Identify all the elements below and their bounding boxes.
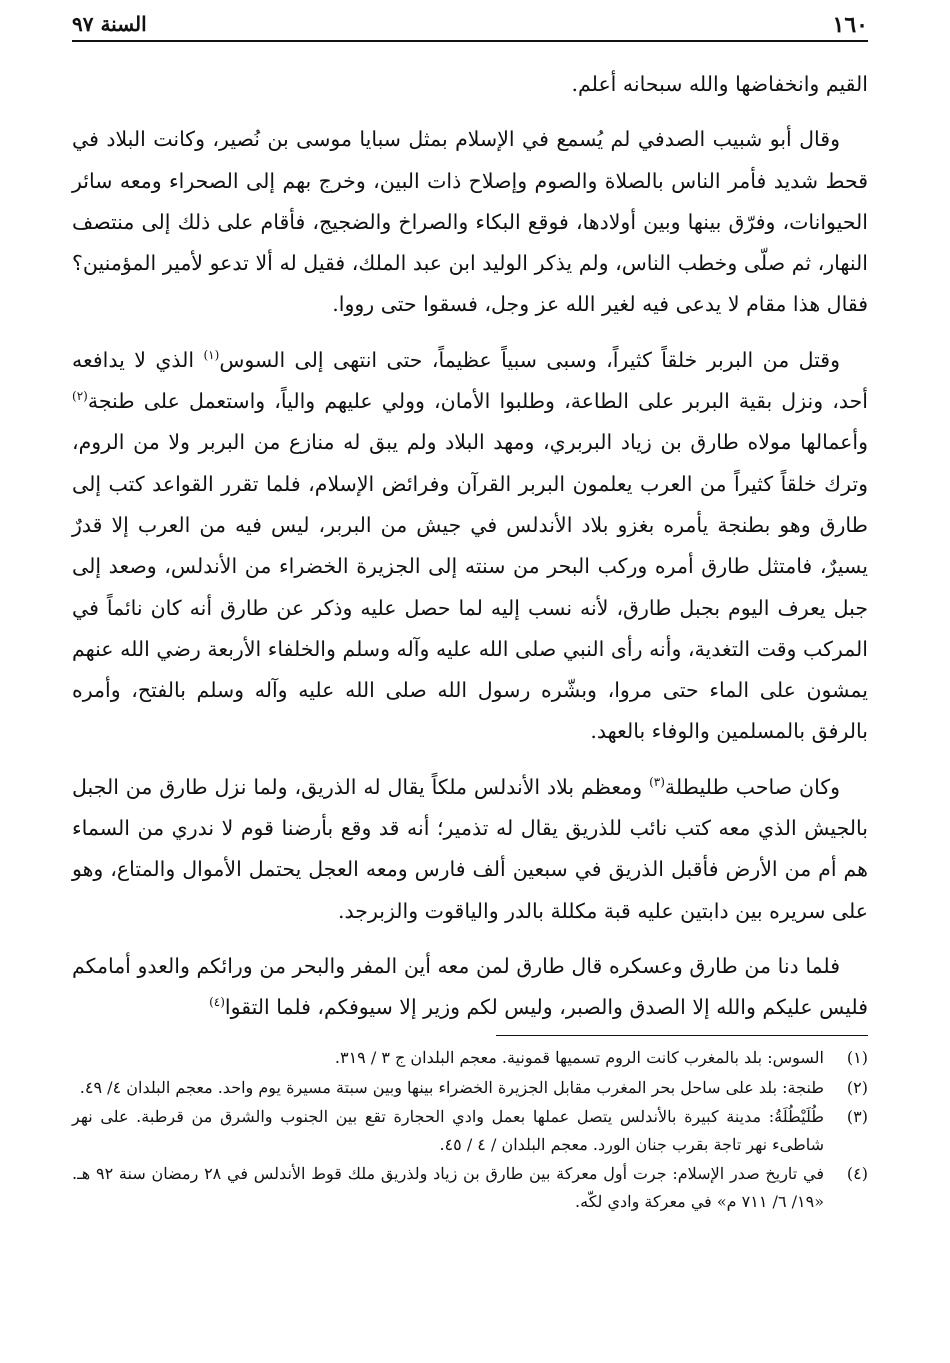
paragraph-text: وأعمالها مولاه طارق بن زياد البربري، ومهد البلاد ولم يبق له منازع من البربر ولا من الروم، وترك خلقاً كثيراً من العرب يعلمون البربر القرآن وفرائض الإسلام، فلما تقرر القواعد كتب إلى طارق وهو بطنجة يأمره بغزو بلاد الأندلس في جيش من البربر، ليس فيه من العرب إلا قدرٌ يسيرٌ، فامتثل طارق أمره وركب البحر من سنته إلى الجزيرة الخضراء من الأندلس، وصعد إلى جبل يعرف اليوم بجبل طارق، لأنه نسب إليه لما حصل عليه وذكر عن طارق أنه كان نائماً في المركب وقت التغدية، وأنه رأى النبي صلى الله عليه وآله وسلم والخلفاء الأربعة رضي الله عنهم يمشون على الماء حتى مروا، وبشّره رسول الله صلى الله عليه وآله وسلم بالفتح، وأمره بالرفق بالمسلمين والوفاء بالعهد. [72,430,868,744]
footnote-2 [72,1074,868,1102]
footnote-1 [72,1044,868,1072]
paragraph-text: وقال أبو شبيب الصدفي لم يُسمع في الإسلام بمثل سبايا موسى بن نُصير، وكانت البلاد في قحط شديد فأمر الناس بالصلاة والصوم وإصلاح ذات البين، وخرج بهم إلى الصحراء ومعه سائر الحيوانات، وفرّق بينها وبين أولادها، فوقع البكاء والصراخ والضجيج، فأقام على ذلك إلى منتصف النهار، ثم صلّى وخطب الناس، ولم يذكر الوليد ابن عبد الملك، فقيل له ألا تدعو لأمير المؤمنين؟ فقال هذا مقام لا يدعى فيه لغير الله عز وجل، فسقوا حتى رووا. [72,127,868,317]
running-head-year: السنة ٩٧ [72,12,147,36]
footnote-text: طنجة: بلد على ساحل بحر المغرب مقابل الجزيرة الخضراء بينها وبين سبتة مسيرة يوم واحد. معجم البلدان ٤/ ٤٩. [79,1077,824,1097]
footnotes [72,1044,868,1217]
footnote-number: (٢) [846,1077,868,1097]
paragraph-text: القيم وانخفاضها والله سبحانه أعلم. [571,72,868,96]
paragraph-text: وكان صاحب طليطلة [664,774,840,799]
page-header [72,6,868,42]
page-number: ١٦٠ [832,12,868,38]
paragraph-text: فلما دنا من طارق وعسكره قال طارق لمن معه أين المفر والبحر من ورائكم والعدو أمامكم فليس عليكم والله إلا الصدق والصبر، وليس لكم وزير إلا سيوفكم، فلما التقوا [72,953,868,1020]
paragraph-text: وقتل من البربر خلقاً كثيراً، وسبى سبياً عظيماً، حتى انتهى إلى السوس [219,347,840,372]
footnote-divider [496,1035,868,1036]
footnote-3 [72,1103,868,1158]
footnote-text: في تاريخ صدر الإسلام: جرت أول معركة بين طارق بن زياد ولذريق ملك قوط الأندلس في ٢٨ رمضان سنة ٩٢ هـ. «١٩/ ٦/ ٧١١ م» في معركة وادي لكّه. [72,1164,825,1211]
footnote-text: طُلَيْطُلَةُ: مدينة كبيرة بالأندلس يتصل عملها بعمل وادي الحجارة تقع بين الجنوب والشرق من قرطبة. على نهر شاطىء نهر تاجة بقرب جنان الورد. معجم البلدان / ٤ / ٤٥. [72,1107,824,1154]
paragraph-4 [72,767,868,932]
footnote-number: (٣) [846,1107,868,1126]
footnote-ref-2[interactable]: (٢) [72,389,88,404]
footnote-ref-1[interactable]: (١) [203,347,220,362]
paragraph-1 [72,64,868,105]
footnote-ref-3[interactable]: (٣) [649,774,665,789]
paragraph-3 [72,340,868,753]
paragraph-text: ومعظم بلاد الأندلس ملكاً يقال له الذريق، ولما نزل طارق من الجبل بالجيش الذي معه كتب نائب للذريق يقال له تذمير؛ أنه قد وقع بأرضنا قوم لا ندري من السماء هم أم من الأرض فأقبل الذريق في سبعين ألف فارس ومعه العجل يحتمل الأموال والمتاع، وهو على سريره بين دابتين عليه قبة مكللة بالدر والياقوت والزبرجد. [72,774,868,923]
footnote-number: (١) [846,1048,868,1067]
footnote-text: السوس: بلد بالمغرب كانت الروم تسميها قمونية. معجم البلدان ج ٣ / ٣١٩. [334,1048,824,1067]
footnote-ref-4[interactable]: (٤) [209,995,225,1010]
paragraph-2 [72,119,868,325]
footnote-number: (٤) [846,1164,868,1183]
main-text [72,64,868,1043]
paragraph-5 [72,946,868,1029]
paragraph-text: الذي لا يدافعه أحد، ونزل بقية البربر على الطاعة، وطلبوا الأمان، وولي عليهم والياً، واستعمل على طنجة [72,347,868,414]
footnote-4 [72,1160,868,1215]
